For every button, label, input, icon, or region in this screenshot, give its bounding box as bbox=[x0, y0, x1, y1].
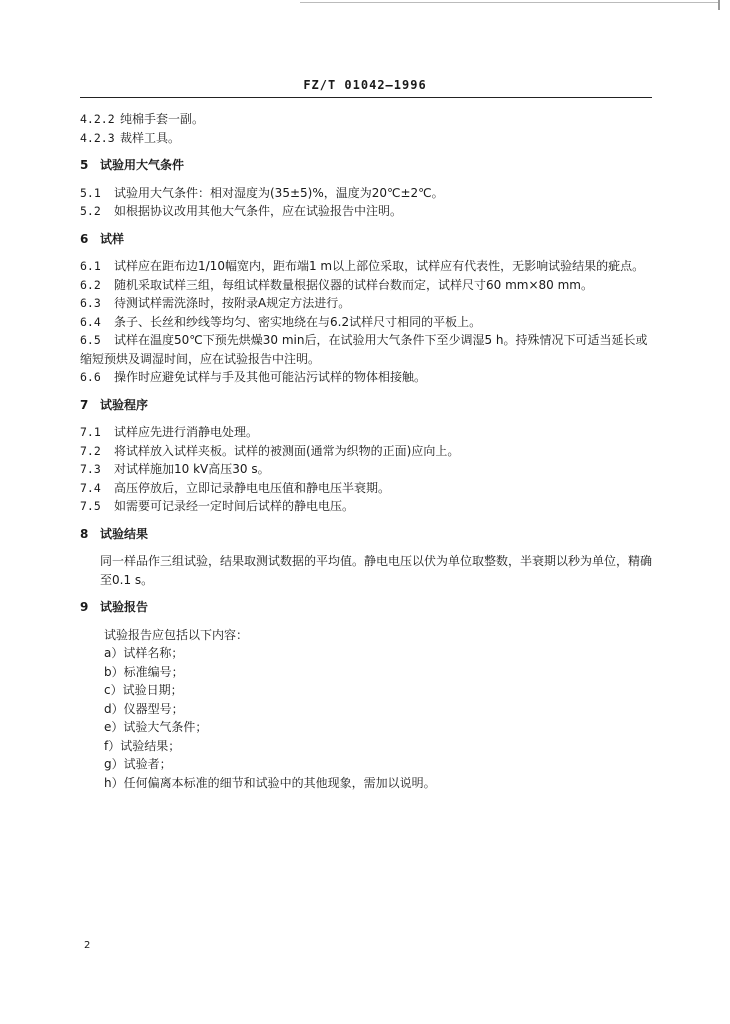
clause-text bbox=[80, 331, 652, 368]
section-7-heading bbox=[80, 396, 652, 415]
report-contents-list bbox=[80, 626, 652, 793]
clause-6-6 bbox=[80, 368, 652, 387]
clause-6-3 bbox=[80, 294, 652, 313]
clause-7-5 bbox=[80, 497, 652, 516]
clause-number: 6.3 bbox=[80, 296, 101, 310]
clause-number: 6.2 bbox=[80, 277, 101, 292]
clause-4-2-3 bbox=[80, 129, 652, 148]
clause-text: 纯棉手套一副。 bbox=[120, 112, 205, 126]
list-item: a）试样名称； bbox=[104, 646, 184, 660]
clause-5-1 bbox=[80, 184, 652, 203]
section-8-paragraph: 同一样品作三组试验，结果取测试数据的平均值。静电电压以伏为单位取整数，半衰期以秒为单位，精确至0.1 s。 bbox=[100, 554, 653, 587]
clause-text: 条子、长丝和纱线等均匀、密实地绕在与6.2试样尺寸相同的平板上。 bbox=[114, 314, 482, 329]
clause-4-2-2 bbox=[80, 110, 652, 129]
clause-text: 试样应先进行消静电处理。 bbox=[114, 425, 259, 439]
section-number: 6 bbox=[80, 231, 89, 246]
section-title: 试验用大气条件 bbox=[100, 158, 185, 172]
clause-number: 7.2 bbox=[80, 443, 101, 458]
section-title: 试验结果 bbox=[100, 526, 149, 541]
page-number: 2 bbox=[84, 940, 91, 951]
clause-text: 高压停放后，立即记录静电电压值和静电压半衰期。 bbox=[114, 480, 391, 495]
section-9-heading bbox=[80, 598, 652, 617]
list-item: f）试验结果； bbox=[104, 738, 181, 753]
section-number: 8 bbox=[80, 526, 89, 541]
clause-6-1 bbox=[80, 257, 652, 276]
clause-5-2 bbox=[80, 202, 652, 221]
document-body bbox=[80, 110, 652, 792]
clause-number: 4.2.3 bbox=[80, 130, 115, 145]
list-item: g）试验者； bbox=[104, 757, 172, 771]
scan-artifact-line bbox=[300, 2, 718, 3]
clause-number: 6.6 bbox=[80, 370, 101, 384]
clause-7-4 bbox=[80, 479, 652, 498]
header-rule bbox=[80, 97, 652, 98]
clause-text: 操作时应避免试样与手及其他可能沾污试样的物体相接触。 bbox=[114, 370, 427, 384]
clause-number: 7.3 bbox=[80, 462, 101, 476]
scan-artifact-mark bbox=[718, 0, 720, 10]
clause-body: 试样应在距布边1/10幅宽内，距布端1 m以上部位采取，试样应有代表性，无影响试验结果的疵点。 bbox=[114, 259, 645, 273]
section-number: 9 bbox=[80, 600, 89, 614]
clause-text: 随机采取试样三组，每组试样数量根据仪器的试样台数而定，试样尺寸60 mm×80 mm。 bbox=[114, 277, 593, 292]
clause-text bbox=[80, 257, 652, 276]
section-title: 试样 bbox=[100, 231, 125, 246]
clause-text: 如需要可记录经一定时间后试样的静电电压。 bbox=[114, 499, 355, 513]
clause-7-2 bbox=[80, 442, 652, 461]
clause-text: 试验用大气条件：相对湿度为(35±5)%，温度为20℃±2℃。 bbox=[114, 185, 444, 200]
clause-text: 如根据协议改用其他大气条件，应在试验报告中注明。 bbox=[114, 204, 403, 218]
clause-number: 7.4 bbox=[80, 480, 101, 495]
clause-number: 5.1 bbox=[80, 185, 101, 200]
section-8-heading bbox=[80, 525, 652, 544]
section-6-heading bbox=[80, 230, 652, 249]
section-title: 试验程序 bbox=[100, 397, 149, 412]
clause-number: 5.2 bbox=[80, 204, 101, 218]
clause-7-1 bbox=[80, 423, 652, 442]
clause-6-2 bbox=[80, 276, 652, 295]
clause-body: 试样在温度50℃下预先烘燥30 min后，在试验用大气条件下至少调湿5 h。持殊情况下可适当延长或缩短预烘及调湿时间，应在试验报告中注明。 bbox=[80, 333, 648, 366]
list-item: d）仪器型号； bbox=[104, 701, 184, 716]
clause-text: 对试样施加10 kV高压30 s。 bbox=[114, 462, 270, 476]
section-title: 试验报告 bbox=[100, 600, 149, 614]
clause-text: 将试样放入试样夹板。试样的被测面(通常为织物的正面)应向上。 bbox=[114, 443, 460, 458]
list-item: b）标准编号； bbox=[104, 664, 184, 679]
section-number: 5 bbox=[80, 158, 89, 172]
clause-6-5 bbox=[80, 331, 652, 368]
clause-7-3 bbox=[80, 460, 652, 479]
clause-number: 6.1 bbox=[80, 259, 101, 273]
report-intro: 试验报告应包括以下内容： bbox=[104, 627, 249, 642]
section-number: 7 bbox=[80, 397, 89, 412]
clause-number: 7.5 bbox=[80, 499, 101, 513]
clause-text: 待测试样需洗涤时，按附录A规定方法进行。 bbox=[114, 296, 351, 310]
clause-number: 6.4 bbox=[80, 314, 101, 329]
clause-text: 裁样工具。 bbox=[120, 130, 181, 145]
document-header: FZ/T 01042—1996 bbox=[303, 78, 427, 92]
list-item: c）试验日期； bbox=[104, 683, 183, 697]
clause-number: 4.2.2 bbox=[80, 112, 115, 126]
section-5-heading bbox=[80, 156, 652, 175]
list-item: e）试验大气条件； bbox=[104, 720, 208, 734]
clause-6-4 bbox=[80, 313, 652, 332]
clause-number: 6.5 bbox=[80, 333, 101, 347]
clause-number: 7.1 bbox=[80, 425, 101, 439]
list-item: h）任何偏离本标准的细节和试验中的其他现象，需加以说明。 bbox=[104, 775, 436, 790]
